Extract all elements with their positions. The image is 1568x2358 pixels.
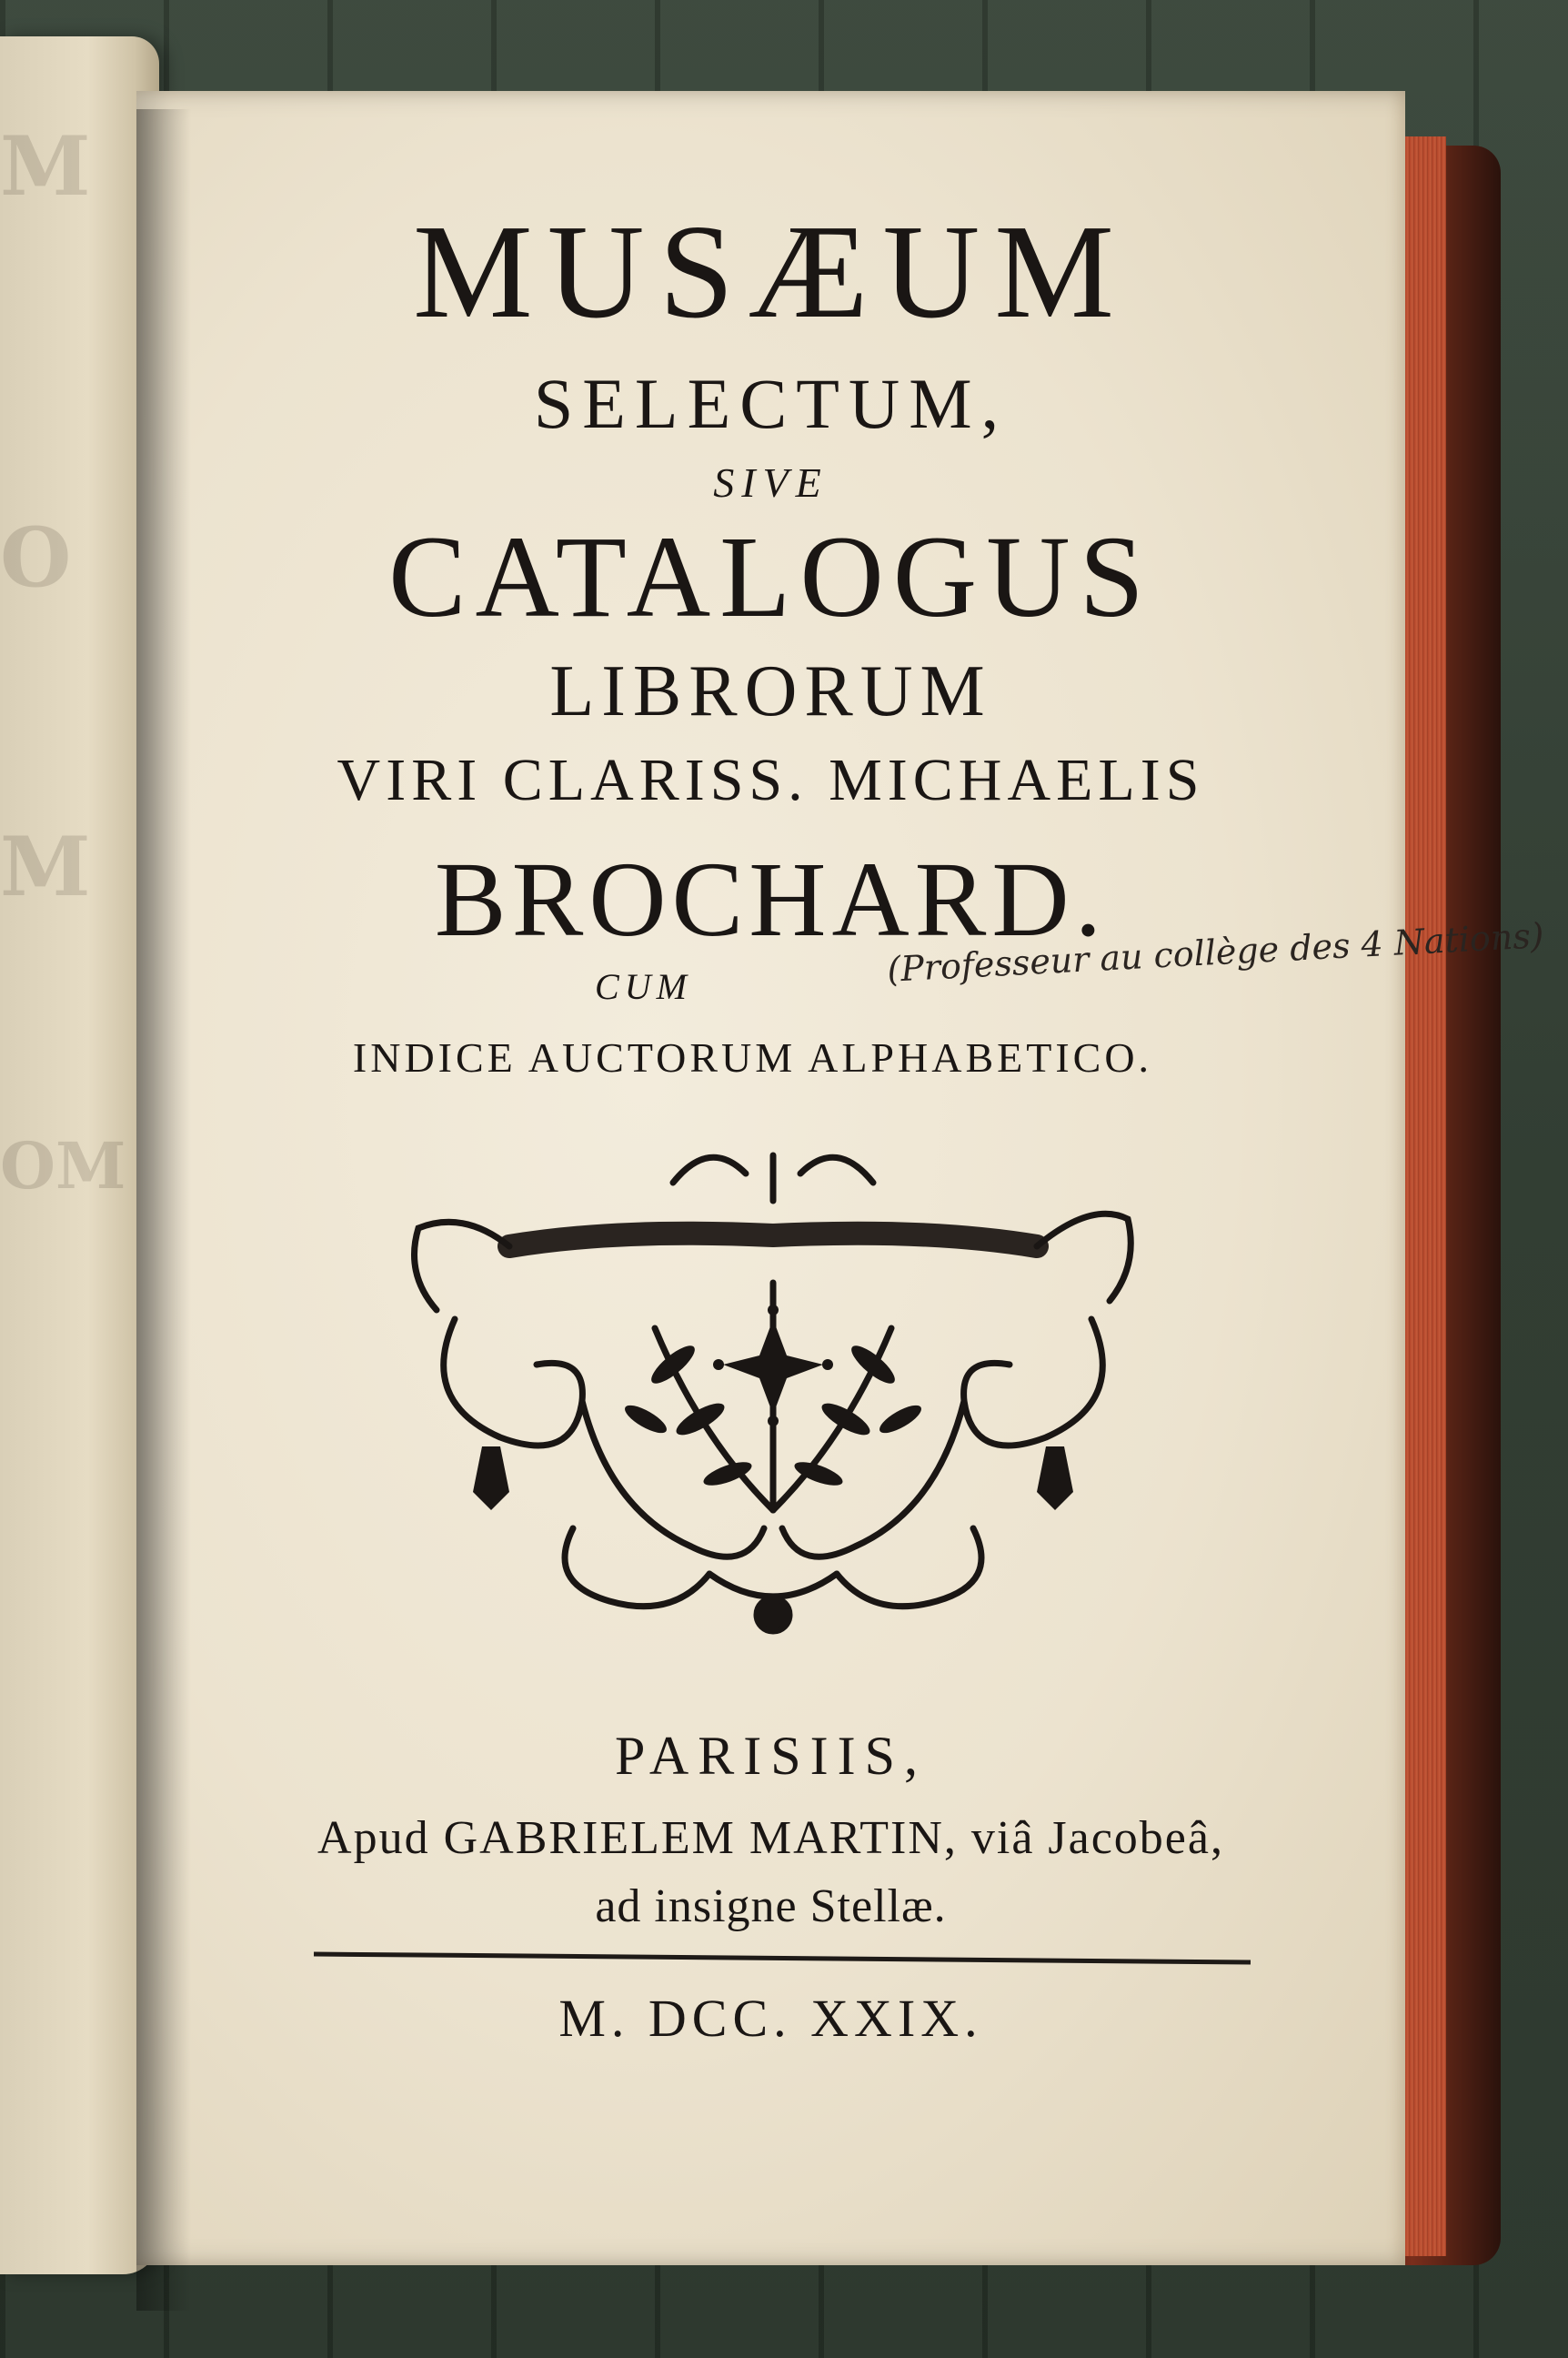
printer-ornament (400, 1128, 1146, 1638)
imprint-date: M. DCC. XXIX. (558, 1989, 983, 2048)
author-name: BROCHARD. (434, 840, 1108, 959)
facing-page (0, 36, 159, 2274)
title-line: MUSÆUM (413, 197, 1129, 347)
title-line: CUM (595, 966, 692, 1007)
imprint-publisher: Apud GABRIELEM MARTIN, viâ Jacobeâ, (317, 1812, 1224, 1864)
bleed-through-text: O (0, 509, 72, 606)
handwritten-annotation: (Professeur au collège des 4 Nations) (886, 915, 1545, 990)
bleed-through-text: M (0, 819, 91, 915)
title-page (136, 91, 1545, 2265)
title-line: INDICE AUCTORUM ALPHABETICO. (352, 1034, 1153, 1081)
bleed-through-text: M (0, 118, 91, 215)
imprint-place: PARISIIS, (615, 1726, 927, 1786)
imprint-publisher-address: ad insigne Stellæ. (595, 1880, 947, 1932)
bleed-through-text: OM (0, 1128, 126, 1204)
title-line: LIBRORUM (549, 651, 992, 731)
title-line: SIVE (713, 459, 829, 506)
horizontal-rule (314, 1952, 1251, 1965)
title-line: VIRI CLARISS. MICHAELIS (337, 747, 1205, 813)
title-line: CATALOGUS (388, 512, 1153, 641)
gutter-shadow (136, 109, 191, 2311)
title-line: SELECTUM, (533, 364, 1009, 443)
